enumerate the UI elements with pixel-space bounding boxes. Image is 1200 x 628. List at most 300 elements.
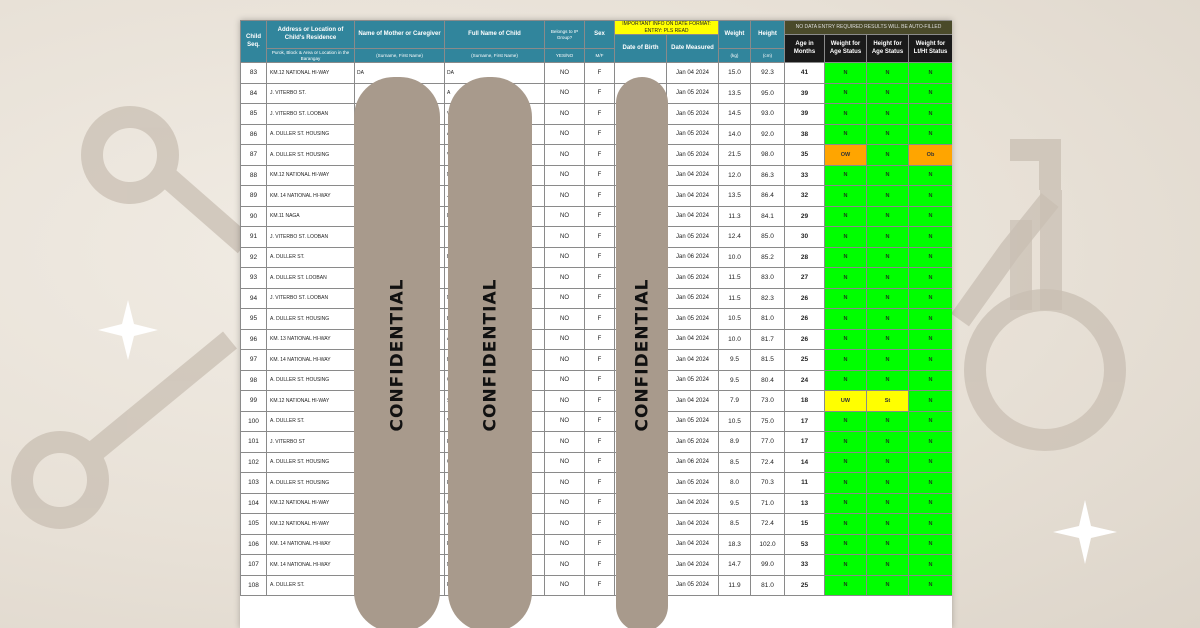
cell-wfa[interactable]: N: [825, 309, 867, 330]
cell-sex[interactable]: F: [585, 288, 615, 309]
cell-hfa[interactable]: N: [867, 145, 909, 166]
cell-sex[interactable]: F: [585, 63, 615, 84]
cell-ip[interactable]: NO: [545, 206, 585, 227]
cell-sex[interactable]: F: [585, 575, 615, 596]
cell-sex[interactable]: F: [585, 391, 615, 412]
cell-sex[interactable]: F: [585, 309, 615, 330]
cell-sex[interactable]: F: [585, 165, 615, 186]
cell-mother[interactable]: DA: [355, 63, 445, 84]
cell-seq[interactable]: 106: [241, 534, 267, 555]
cell-address[interactable]: KM. 14 NATIONAL HI-WAY: [267, 186, 355, 207]
cell-sex[interactable]: F: [585, 247, 615, 268]
cell-hfa[interactable]: N: [867, 514, 909, 535]
cell-age[interactable]: 28: [785, 247, 825, 268]
cell-weight[interactable]: 12.4: [719, 227, 751, 248]
cell-height[interactable]: 71.0: [751, 493, 785, 514]
cell-wfa[interactable]: N: [825, 575, 867, 596]
cell-height[interactable]: 92.0: [751, 124, 785, 145]
cell-ip[interactable]: NO: [545, 145, 585, 166]
cell-ip[interactable]: NO: [545, 227, 585, 248]
cell-wflh[interactable]: N: [909, 288, 953, 309]
cell-ip[interactable]: NO: [545, 534, 585, 555]
cell-date-measured[interactable]: Jan 04 2024: [667, 555, 719, 576]
cell-seq[interactable]: 100: [241, 411, 267, 432]
cell-address[interactable]: J. VITERBO ST. LOOBAN: [267, 227, 355, 248]
cell-seq[interactable]: 86: [241, 124, 267, 145]
cell-wfa[interactable]: N: [825, 104, 867, 125]
cell-ip[interactable]: NO: [545, 493, 585, 514]
cell-date-measured[interactable]: Jan 05 2024: [667, 268, 719, 289]
cell-date-measured[interactable]: Jan 04 2024: [667, 186, 719, 207]
cell-age[interactable]: 13: [785, 493, 825, 514]
cell-wflh[interactable]: N: [909, 206, 953, 227]
cell-age[interactable]: 18: [785, 391, 825, 412]
cell-wflh[interactable]: N: [909, 432, 953, 453]
cell-address[interactable]: A. DULLER ST. HOUSING: [267, 452, 355, 473]
cell-wflh[interactable]: N: [909, 247, 953, 268]
cell-wflh[interactable]: N: [909, 309, 953, 330]
cell-address[interactable]: KM.12 NATIONAL HI-WAY: [267, 391, 355, 412]
cell-weight[interactable]: 13.5: [719, 186, 751, 207]
cell-weight[interactable]: 14.7: [719, 555, 751, 576]
cell-date-measured[interactable]: Jan 04 2024: [667, 206, 719, 227]
cell-date-measured[interactable]: Jan 05 2024: [667, 432, 719, 453]
redaction-label: CONFIDENTIAL: [480, 278, 500, 431]
cell-hfa[interactable]: N: [867, 350, 909, 371]
cell-height[interactable]: 81.7: [751, 329, 785, 350]
cell-sex[interactable]: F: [585, 473, 615, 494]
cell-hfa[interactable]: N: [867, 575, 909, 596]
cell-sex[interactable]: F: [585, 452, 615, 473]
cell-weight[interactable]: 14.0: [719, 124, 751, 145]
cell-weight[interactable]: 10.5: [719, 411, 751, 432]
cell-sex[interactable]: F: [585, 227, 615, 248]
cell-wflh[interactable]: N: [909, 452, 953, 473]
cell-seq[interactable]: 88: [241, 165, 267, 186]
cell-wfa[interactable]: N: [825, 83, 867, 104]
cell-wflh[interactable]: N: [909, 575, 953, 596]
cell-age[interactable]: 53: [785, 534, 825, 555]
header-height: Height: [751, 21, 785, 49]
cell-date-measured[interactable]: Jan 04 2024: [667, 63, 719, 84]
table-row: [241, 350, 953, 371]
cell-height[interactable]: 72.4: [751, 452, 785, 473]
cell-height[interactable]: 85.2: [751, 247, 785, 268]
cell-sex[interactable]: F: [585, 124, 615, 145]
cell-age[interactable]: 30: [785, 227, 825, 248]
cell-hfa[interactable]: N: [867, 329, 909, 350]
cell-age[interactable]: 26: [785, 329, 825, 350]
cell-child[interactable]: A: [445, 83, 545, 104]
cell-hfa[interactable]: N: [867, 83, 909, 104]
table-row: [241, 206, 953, 227]
cell-date-measured[interactable]: Jan 06 2024: [667, 247, 719, 268]
cell-ip[interactable]: NO: [545, 370, 585, 391]
cell-sex[interactable]: F: [585, 370, 615, 391]
cell-seq[interactable]: 104: [241, 493, 267, 514]
cell-date-measured[interactable]: Jan 04 2024: [667, 165, 719, 186]
cell-height[interactable]: 85.0: [751, 227, 785, 248]
cell-date-measured[interactable]: Jan 06 2024: [667, 452, 719, 473]
cell-height[interactable]: 86.4: [751, 186, 785, 207]
cell-wfa[interactable]: N: [825, 186, 867, 207]
cell-date-measured[interactable]: Jan 05 2024: [667, 104, 719, 125]
cell-date-measured[interactable]: Jan 04 2024: [667, 534, 719, 555]
cell-wfa[interactable]: N: [825, 370, 867, 391]
cell-weight[interactable]: 7.9: [719, 391, 751, 412]
cell-sex[interactable]: F: [585, 350, 615, 371]
cell-address[interactable]: J. VITERBO ST.: [267, 83, 355, 104]
cell-height[interactable]: 84.1: [751, 206, 785, 227]
cell-weight[interactable]: 8.0: [719, 473, 751, 494]
cell-height[interactable]: 83.0: [751, 268, 785, 289]
cell-age[interactable]: 27: [785, 268, 825, 289]
cell-ip[interactable]: NO: [545, 329, 585, 350]
cell-age[interactable]: 33: [785, 555, 825, 576]
cell-age[interactable]: 17: [785, 411, 825, 432]
cell-address[interactable]: J. VITERBO ST. LOOBAN: [267, 288, 355, 309]
cell-weight[interactable]: 14.5: [719, 104, 751, 125]
cell-weight[interactable]: 15.0: [719, 63, 751, 84]
cell-wfa[interactable]: N: [825, 329, 867, 350]
cell-sex[interactable]: F: [585, 145, 615, 166]
cell-hfa[interactable]: N: [867, 268, 909, 289]
cell-date-measured[interactable]: Jan 05 2024: [667, 370, 719, 391]
cell-hfa[interactable]: N: [867, 555, 909, 576]
cell-height[interactable]: 73.0: [751, 391, 785, 412]
cell-wfa[interactable]: N: [825, 534, 867, 555]
cell-ip[interactable]: NO: [545, 268, 585, 289]
cell-ip[interactable]: NO: [545, 555, 585, 576]
cell-age[interactable]: 17: [785, 432, 825, 453]
cell-address[interactable]: KM.11 NAGA: [267, 206, 355, 227]
cell-hfa[interactable]: N: [867, 309, 909, 330]
cell-wfa[interactable]: N: [825, 124, 867, 145]
cell-seq[interactable]: 105: [241, 514, 267, 535]
cell-wflh[interactable]: N: [909, 555, 953, 576]
cell-hfa[interactable]: N: [867, 124, 909, 145]
cell-wflh[interactable]: N: [909, 186, 953, 207]
cell-seq[interactable]: 95: [241, 309, 267, 330]
cell-ip[interactable]: NO: [545, 391, 585, 412]
cell-sex[interactable]: F: [585, 329, 615, 350]
table-row: [241, 227, 953, 248]
cell-date-measured[interactable]: Jan 04 2024: [667, 391, 719, 412]
cell-wflh[interactable]: N: [909, 329, 953, 350]
cell-address[interactable]: KM.12 NATIONAL HI-WAY: [267, 493, 355, 514]
cell-height[interactable]: 86.3: [751, 165, 785, 186]
cell-wflh[interactable]: Ob: [909, 145, 953, 166]
cell-ip[interactable]: NO: [545, 575, 585, 596]
cell-address[interactable]: A. DULLER ST. HOUSING: [267, 124, 355, 145]
cell-address[interactable]: KM. 14 NATIONAL HI-WAY: [267, 555, 355, 576]
cell-hfa[interactable]: N: [867, 288, 909, 309]
cell-date-measured[interactable]: Jan 05 2024: [667, 288, 719, 309]
cell-ip[interactable]: NO: [545, 452, 585, 473]
cell-height[interactable]: 81.5: [751, 350, 785, 371]
cell-ip[interactable]: NO: [545, 514, 585, 535]
cell-date-measured[interactable]: Jan 05 2024: [667, 227, 719, 248]
cell-wflh[interactable]: N: [909, 473, 953, 494]
cell-age[interactable]: 14: [785, 452, 825, 473]
table-row: [241, 124, 953, 145]
header-weight: Weight: [719, 21, 751, 49]
cell-height[interactable]: 70.3: [751, 473, 785, 494]
cell-height[interactable]: 75.0: [751, 411, 785, 432]
cell-wflh[interactable]: N: [909, 268, 953, 289]
cell-wfa[interactable]: N: [825, 268, 867, 289]
cell-hfa[interactable]: N: [867, 432, 909, 453]
cell-weight[interactable]: 13.5: [719, 83, 751, 104]
cell-wfa[interactable]: N: [825, 555, 867, 576]
cell-height[interactable]: 95.0: [751, 83, 785, 104]
cell-child[interactable]: DA: [445, 63, 545, 84]
cell-date-measured[interactable]: Jan 04 2024: [667, 350, 719, 371]
cell-weight[interactable]: 12.0: [719, 165, 751, 186]
cell-height[interactable]: 81.0: [751, 575, 785, 596]
cell-sex[interactable]: F: [585, 514, 615, 535]
cell-height[interactable]: 98.0: [751, 145, 785, 166]
cell-sex[interactable]: F: [585, 206, 615, 227]
cell-ip[interactable]: NO: [545, 411, 585, 432]
cell-ip[interactable]: NO: [545, 473, 585, 494]
cell-wfa[interactable]: N: [825, 411, 867, 432]
cell-wfa[interactable]: N: [825, 206, 867, 227]
cell-age[interactable]: 39: [785, 104, 825, 125]
cell-seq[interactable]: 84: [241, 83, 267, 104]
cell-seq[interactable]: 85: [241, 104, 267, 125]
cell-address[interactable]: A. DULLER ST.: [267, 247, 355, 268]
cell-weight[interactable]: 8.5: [719, 514, 751, 535]
cell-sex[interactable]: F: [585, 83, 615, 104]
cell-wfa[interactable]: N: [825, 473, 867, 494]
cell-height[interactable]: 77.0: [751, 432, 785, 453]
cell-height[interactable]: 82.3: [751, 288, 785, 309]
cell-wflh[interactable]: N: [909, 391, 953, 412]
cell-ip[interactable]: NO: [545, 350, 585, 371]
cell-sex[interactable]: F: [585, 104, 615, 125]
cell-address[interactable]: KM. 14 NATIONAL HI-WAY: [267, 350, 355, 371]
cell-seq[interactable]: 108: [241, 575, 267, 596]
cell-wfa[interactable]: UW: [825, 391, 867, 412]
cell-sex[interactable]: F: [585, 411, 615, 432]
cell-seq[interactable]: 92: [241, 247, 267, 268]
cell-wflh[interactable]: N: [909, 514, 953, 535]
cell-height[interactable]: 72.4: [751, 514, 785, 535]
cell-date-measured[interactable]: Jan 04 2024: [667, 514, 719, 535]
cell-address[interactable]: A. DULLER ST. HOUSING: [267, 473, 355, 494]
cell-address[interactable]: A. DULLER ST. LOOBAN: [267, 268, 355, 289]
cell-age[interactable]: 25: [785, 575, 825, 596]
cell-hfa[interactable]: N: [867, 165, 909, 186]
cell-hfa[interactable]: N: [867, 452, 909, 473]
cell-age[interactable]: 26: [785, 288, 825, 309]
cell-ip[interactable]: NO: [545, 165, 585, 186]
cell-address[interactable]: A. DULLER ST. HOUSING: [267, 370, 355, 391]
cell-weight[interactable]: 8.5: [719, 452, 751, 473]
cell-sex[interactable]: F: [585, 432, 615, 453]
cell-hfa[interactable]: N: [867, 104, 909, 125]
cell-address[interactable]: KM.12 NATIONAL HI-WAY: [267, 63, 355, 84]
cell-address[interactable]: J. VITERBO ST: [267, 432, 355, 453]
cell-sex[interactable]: F: [585, 268, 615, 289]
cell-sex[interactable]: F: [585, 493, 615, 514]
cell-age[interactable]: 41: [785, 63, 825, 84]
cell-age[interactable]: 15: [785, 514, 825, 535]
cell-hfa[interactable]: N: [867, 370, 909, 391]
cell-weight[interactable]: 10.0: [719, 329, 751, 350]
cell-date-measured[interactable]: Jan 05 2024: [667, 575, 719, 596]
cell-weight[interactable]: 9.5: [719, 493, 751, 514]
cell-weight[interactable]: 9.5: [719, 370, 751, 391]
cell-date-measured[interactable]: Jan 05 2024: [667, 124, 719, 145]
cell-height[interactable]: 102.0: [751, 534, 785, 555]
cell-sex[interactable]: F: [585, 186, 615, 207]
cell-hfa[interactable]: N: [867, 227, 909, 248]
cell-seq[interactable]: 83: [241, 63, 267, 84]
cell-seq[interactable]: 98: [241, 370, 267, 391]
cell-wfa[interactable]: N: [825, 63, 867, 84]
cell-ip[interactable]: NO: [545, 186, 585, 207]
cell-age[interactable]: 39: [785, 83, 825, 104]
cell-wflh[interactable]: N: [909, 534, 953, 555]
cell-height[interactable]: 92.3: [751, 63, 785, 84]
cell-date-measured[interactable]: Jan 05 2024: [667, 83, 719, 104]
cell-wflh[interactable]: N: [909, 63, 953, 84]
cell-age[interactable]: 33: [785, 165, 825, 186]
cell-seq[interactable]: 97: [241, 350, 267, 371]
cell-address[interactable]: KM. 13 NATIONAL HI-WAY: [267, 329, 355, 350]
cell-address[interactable]: KM. 14 NATIONAL HI-WAY: [267, 534, 355, 555]
cell-age[interactable]: 11: [785, 473, 825, 494]
child-record-table: [240, 20, 952, 596]
cell-date-measured[interactable]: Jan 05 2024: [667, 309, 719, 330]
redaction-mother-names: [354, 77, 440, 628]
cell-wflh[interactable]: N: [909, 104, 953, 125]
cell-hfa[interactable]: N: [867, 63, 909, 84]
cell-seq[interactable]: 91: [241, 227, 267, 248]
cell-height[interactable]: 93.0: [751, 104, 785, 125]
cell-age[interactable]: 29: [785, 206, 825, 227]
cell-address[interactable]: A. DULLER ST.: [267, 575, 355, 596]
cell-seq[interactable]: 87: [241, 145, 267, 166]
cell-wfa[interactable]: N: [825, 514, 867, 535]
cell-weight[interactable]: 10.5: [719, 309, 751, 330]
cell-sex[interactable]: F: [585, 555, 615, 576]
cell-age[interactable]: 32: [785, 186, 825, 207]
cell-address[interactable]: A. DULLER ST. HOUSING: [267, 145, 355, 166]
cell-hfa[interactable]: N: [867, 247, 909, 268]
cell-seq[interactable]: 107: [241, 555, 267, 576]
cell-address[interactable]: KM.12 NATIONAL HI-WAY: [267, 165, 355, 186]
cell-wfa[interactable]: OW: [825, 145, 867, 166]
cell-seq[interactable]: 103: [241, 473, 267, 494]
cell-weight[interactable]: 9.5: [719, 350, 751, 371]
cell-wflh[interactable]: N: [909, 370, 953, 391]
cell-wflh[interactable]: N: [909, 493, 953, 514]
cell-ip[interactable]: NO: [545, 63, 585, 84]
cell-hfa[interactable]: St: [867, 391, 909, 412]
cell-hfa[interactable]: N: [867, 493, 909, 514]
cell-address[interactable]: A. DULLER ST.: [267, 411, 355, 432]
cell-age[interactable]: 35: [785, 145, 825, 166]
cell-wfa[interactable]: N: [825, 350, 867, 371]
cell-seq[interactable]: 96: [241, 329, 267, 350]
cell-age[interactable]: 25: [785, 350, 825, 371]
cell-wflh[interactable]: N: [909, 165, 953, 186]
cell-weight[interactable]: 11.5: [719, 268, 751, 289]
table-row: [241, 493, 953, 514]
cell-seq[interactable]: 94: [241, 288, 267, 309]
redaction-child-names: [448, 77, 532, 628]
cell-seq[interactable]: 99: [241, 391, 267, 412]
cell-wfa[interactable]: N: [825, 452, 867, 473]
cell-height[interactable]: 81.0: [751, 309, 785, 330]
cell-address[interactable]: KM.12 NATIONAL HI-WAY: [267, 514, 355, 535]
cell-wfa[interactable]: N: [825, 288, 867, 309]
cell-seq[interactable]: 89: [241, 186, 267, 207]
cell-wfa[interactable]: N: [825, 432, 867, 453]
cell-hfa[interactable]: N: [867, 473, 909, 494]
cell-weight[interactable]: 18.3: [719, 534, 751, 555]
cell-wfa[interactable]: N: [825, 247, 867, 268]
cell-ip[interactable]: NO: [545, 83, 585, 104]
cell-wflh[interactable]: N: [909, 83, 953, 104]
cell-hfa[interactable]: N: [867, 411, 909, 432]
cell-hfa[interactable]: N: [867, 534, 909, 555]
cell-ip[interactable]: NO: [545, 432, 585, 453]
cell-weight[interactable]: 10.0: [719, 247, 751, 268]
cell-ip[interactable]: NO: [545, 309, 585, 330]
cell-date-measured[interactable]: Jan 04 2024: [667, 493, 719, 514]
cell-address[interactable]: J. VITERBO ST. LOOBAN: [267, 104, 355, 125]
cell-weight[interactable]: 11.3: [719, 206, 751, 227]
cell-weight[interactable]: 11.5: [719, 288, 751, 309]
cell-wflh[interactable]: N: [909, 411, 953, 432]
cell-age[interactable]: 26: [785, 309, 825, 330]
cell-wflh[interactable]: N: [909, 227, 953, 248]
cell-sex[interactable]: F: [585, 534, 615, 555]
cell-age[interactable]: 38: [785, 124, 825, 145]
cell-date-measured[interactable]: Jan 04 2024: [667, 329, 719, 350]
cell-weight[interactable]: 21.5: [719, 145, 751, 166]
cell-date-measured[interactable]: Jan 05 2024: [667, 473, 719, 494]
cell-seq[interactable]: 90: [241, 206, 267, 227]
cell-seq[interactable]: 102: [241, 452, 267, 473]
cell-seq[interactable]: 101: [241, 432, 267, 453]
cell-wfa[interactable]: N: [825, 227, 867, 248]
cell-seq[interactable]: 93: [241, 268, 267, 289]
cell-wfa[interactable]: N: [825, 493, 867, 514]
cell-weight[interactable]: 11.9: [719, 575, 751, 596]
cell-height[interactable]: 80.4: [751, 370, 785, 391]
cell-weight[interactable]: 8.9: [719, 432, 751, 453]
cell-wflh[interactable]: N: [909, 350, 953, 371]
cell-ip[interactable]: NO: [545, 288, 585, 309]
cell-wflh[interactable]: N: [909, 124, 953, 145]
cell-date-measured[interactable]: Jan 05 2024: [667, 411, 719, 432]
cell-ip[interactable]: NO: [545, 104, 585, 125]
cell-wfa[interactable]: N: [825, 165, 867, 186]
cell-date-measured[interactable]: Jan 05 2024: [667, 145, 719, 166]
cell-ip[interactable]: NO: [545, 124, 585, 145]
cell-age[interactable]: 24: [785, 370, 825, 391]
cell-hfa[interactable]: N: [867, 186, 909, 207]
cell-ip[interactable]: NO: [545, 247, 585, 268]
cell-address[interactable]: A. DULLER ST. HOUSING: [267, 309, 355, 330]
cell-hfa[interactable]: N: [867, 206, 909, 227]
cell-height[interactable]: 99.0: [751, 555, 785, 576]
